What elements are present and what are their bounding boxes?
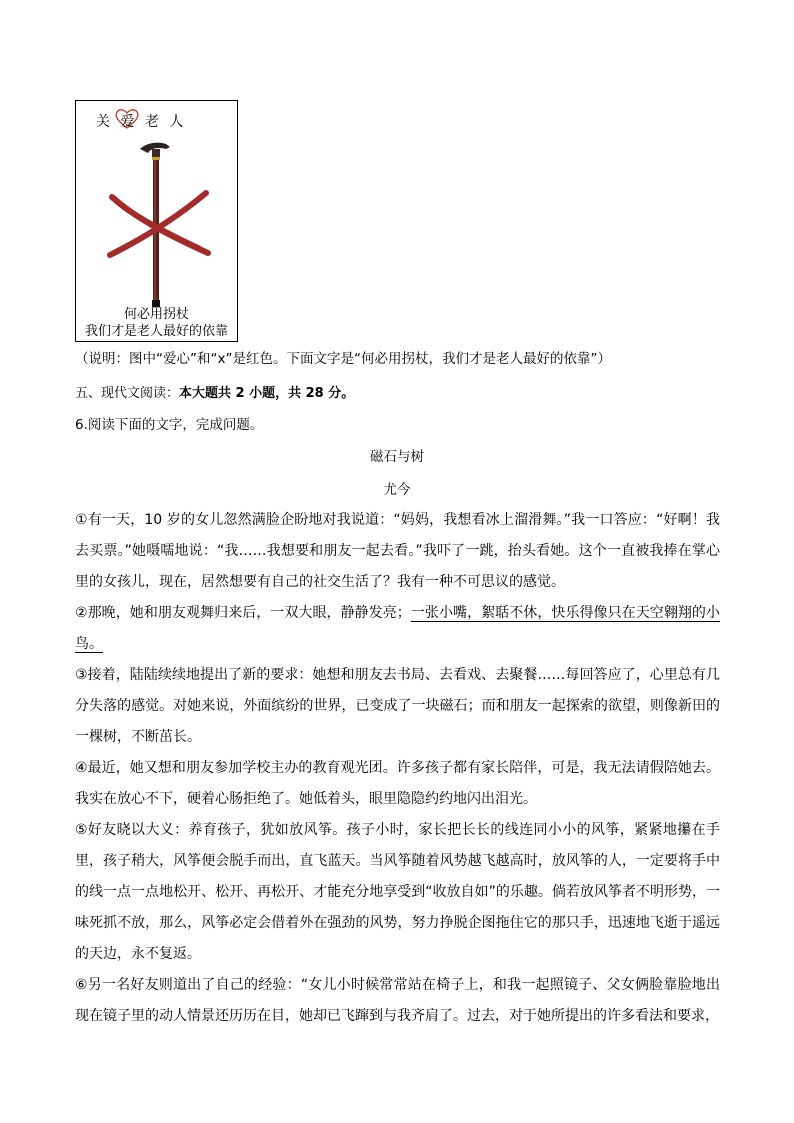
poster-title-char-3: 老 bbox=[144, 114, 162, 130]
poster-title bbox=[96, 111, 186, 131]
section-heading bbox=[75, 384, 354, 404]
paragraph-3: ③接着，陆陆续续地提出了新的要求：她想和朋友去书局、去看戏、去聚餐……每回答应了，心里总有几分失落的感觉。对她来说，外面缤纷的世界，已变成了一块磁石；而和朋友一起探索的欲望，则像新田的一棵树，不断茁长。 bbox=[75, 667, 720, 745]
section-score: 本大题共 2 小题，共 28 分。 bbox=[179, 386, 355, 401]
paragraph-2-text: ②那晚，她和朋友观舞归来后，一双大眼，静静发亮； bbox=[75, 605, 411, 621]
care-elderly-poster bbox=[75, 100, 238, 342]
question-instruction: 6.阅读下面的文字，完成问题。 bbox=[75, 417, 264, 433]
paragraph-4: ④最近，她又想和朋友参加学校主办的教育观光团。许多孩子都有家长陪伴，可是，我无法请假陪她去。我实在放心不下，硬着心肠拒绝了。她低着头，眼里隐隐约约地闪出泪光。 bbox=[75, 760, 720, 807]
paragraph-2 bbox=[75, 598, 720, 660]
crossed-cane-illustration bbox=[96, 135, 218, 311]
article-title: 磁石与树 bbox=[370, 449, 424, 465]
poster-title-char-1: 关 bbox=[96, 114, 113, 130]
paragraph-2-underlined-sentence: 一张小嘴，絮聒不休，快乐得像只在天空翱翔的小鸟。 bbox=[75, 605, 720, 652]
article-author: 尤今 bbox=[383, 482, 411, 498]
poster-caption-line-1: 何必用拐杖 bbox=[123, 307, 189, 322]
poster-title-heart-char: 爱 bbox=[120, 111, 137, 131]
poster-title-char-4: 人 bbox=[169, 114, 187, 130]
section-prefix: 五、现代文阅读： bbox=[75, 386, 180, 401]
poster-caption-line-2: 我们才是老人最好的依靠 bbox=[84, 324, 228, 339]
paragraph-5: ⑤好友晓以大义：养育孩子，犹如放风筝。孩子小时，家长把长长的线连同小小的风筝，紧紧地攥在手里，孩子稍大，风筝便会脱手而出，直飞蓝天。当风筝随着风势越飞越高时，放风筝的人，一定要将手中的线一点一点地松开、松开、再松开、才能充分地享受到“收放自如”的乐趣。倘若放风筝者不明形势，一味死抓不放，那么，风筝必定会借着外在强劲的风势，努力挣脱企图拖住它的那只手，迅速地飞逝于遥远的天边，永不复返。 bbox=[75, 822, 720, 962]
paragraph-1: ①有一天，10 岁的女儿忽然满脸企盼地对我说道：“妈妈，我想看冰上溜滑舞。”我一口答应：“好啊！我去买票。”她嗫嚅地说：“我……我想要和朋友一起去看。”我吓了一跳，抬头看她。这个一直被我捧在掌心里的女孩儿，现在，居然想要有自己的社交生活了？我有一种不可思议的感觉。 bbox=[75, 512, 720, 590]
paragraph-6: ⑥另一名好友则道出了自己的经验：“女儿小时候常常站在椅子上，和我一起照镜子、父女俩脸靠脸地出现在镜子里的动人情景还历历在目，她却已飞蹿到与我齐肩了。过去，对于她所提出的许多看法和要求， bbox=[75, 977, 720, 1024]
image-note: （说明：图中“爱心”和“x”是红色。下面文字是“何必用拐杖，我们才是老人最好的依靠”） bbox=[75, 351, 611, 367]
